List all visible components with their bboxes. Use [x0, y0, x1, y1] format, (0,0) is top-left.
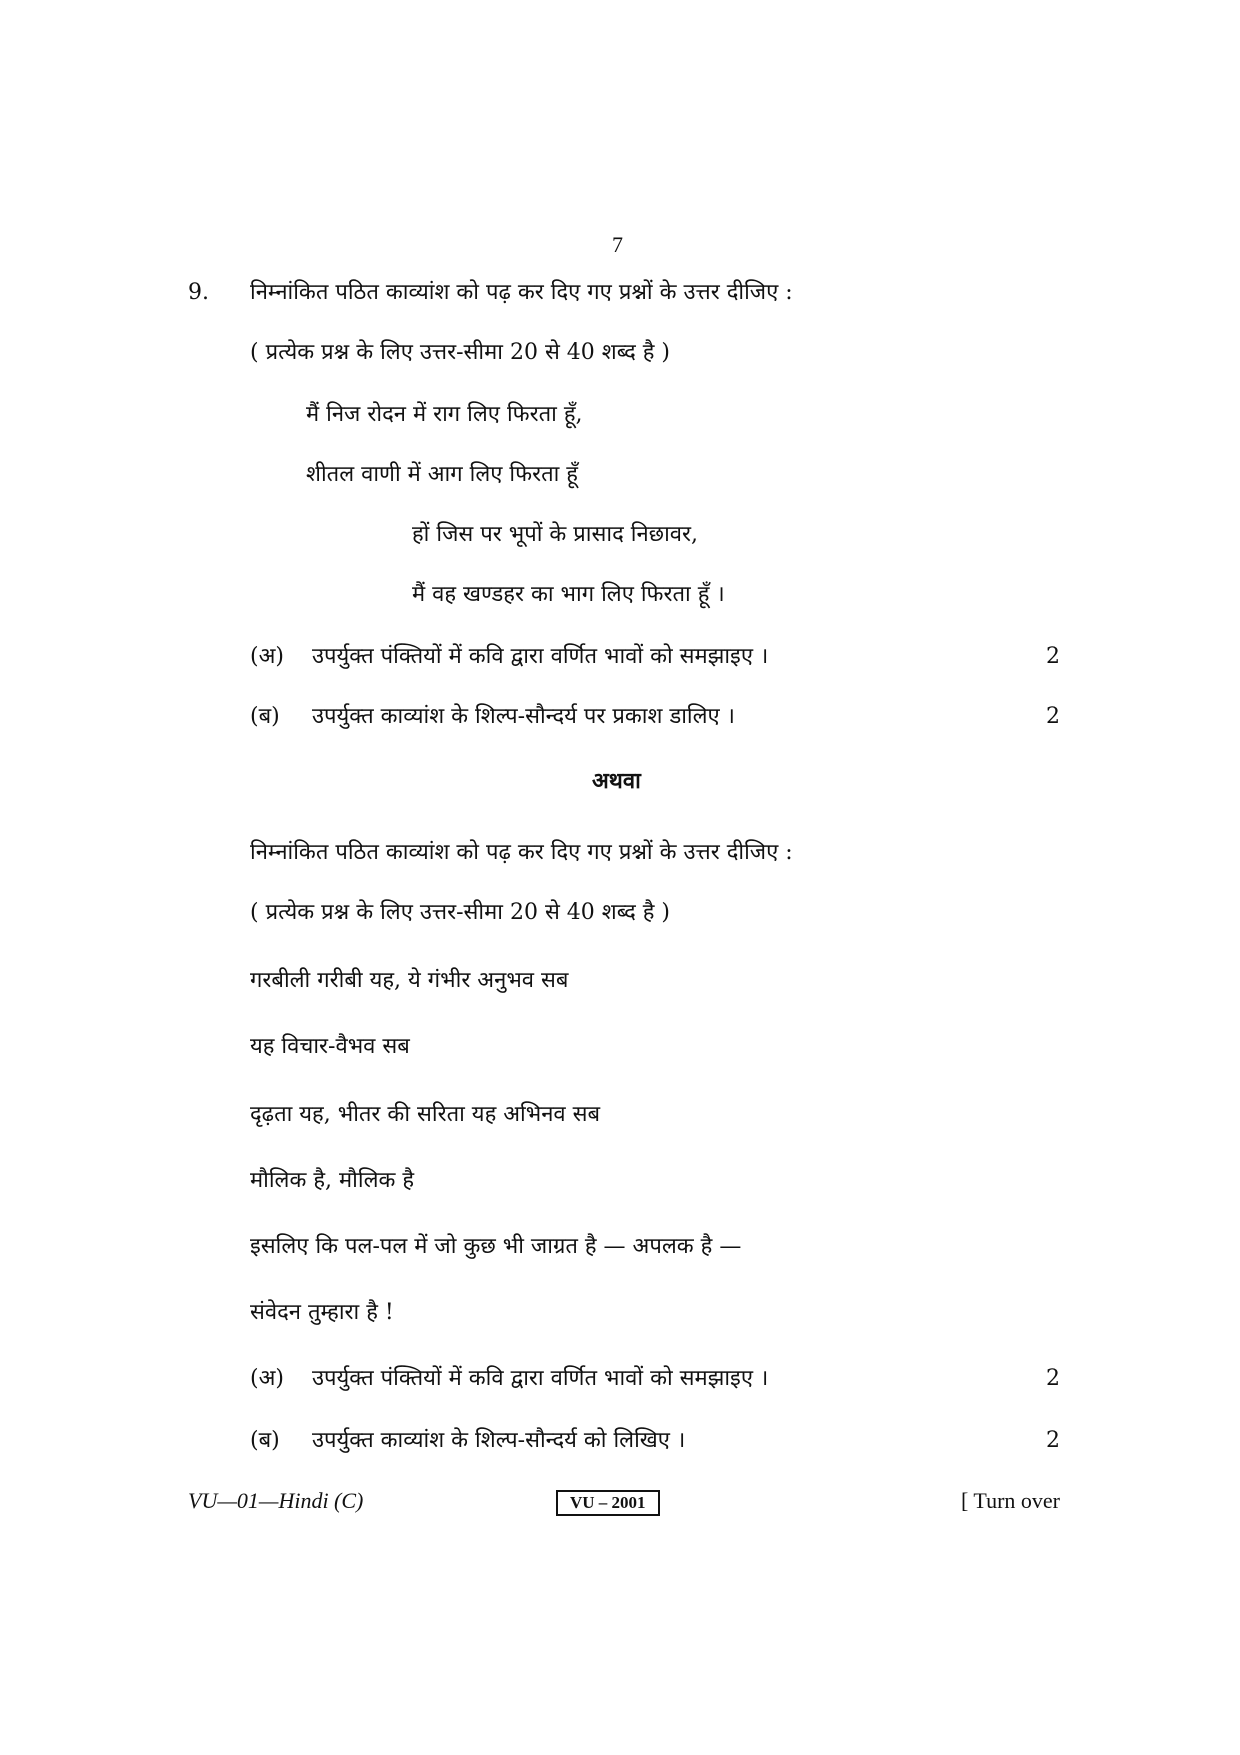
marks: 2: [1046, 704, 1060, 729]
alt-sub-question: [250, 1364, 768, 1394]
page-number: 7: [612, 232, 623, 257]
poem-line: शीतल वाणी में आग लिए फिरता हूँ: [306, 462, 578, 487]
question-instruction: निम्नांकित पठित काव्यांश को पढ़ कर दिए गए प्रश्नों के उत्तर दीजिए :: [250, 280, 793, 305]
sub-question-text: उपर्युक्त काव्यांश के शिल्प-सौन्दर्य को लिखिए ।: [312, 1428, 686, 1453]
word-limit-note: ( प्रत्येक प्रश्न के लिए उत्तर-सीमा 20 से 40 शब्द है ): [250, 340, 671, 365]
poem-line: हों जिस पर भूपों के प्रासाद निछावर,: [412, 522, 699, 547]
sub-question-text: उपर्युक्त पंक्तियों में कवि द्वारा वर्णित भावों को समझाइए ।: [312, 644, 769, 669]
alt-poem-line: इसलिए कि पल-पल में जो कुछ भी जाग्रत है — अपलक है —: [250, 1234, 742, 1259]
marks: 2: [1046, 1428, 1060, 1453]
alt-word-limit-note: ( प्रत्येक प्रश्न के लिए उत्तर-सीमा 20 से 40 शब्द है ): [250, 900, 671, 925]
alt-poem-line: गरबीली गरीबी यह, ये गंभीर अनुभव सब: [250, 968, 569, 993]
alt-instruction: निम्नांकित पठित काव्यांश को पढ़ कर दिए गए प्रश्नों के उत्तर दीजिए :: [250, 840, 793, 865]
footer-series-code: VU – 2001: [556, 1490, 660, 1516]
poem-line: मैं निज रोदन में राग लिए फिरता हूँ,: [306, 402, 583, 427]
alt-poem-line: दृढ़ता यह, भीतर की सरिता यह अभिनव सब: [250, 1102, 601, 1127]
or-heading: अथवा: [592, 768, 641, 794]
alt-poem-line: मौलिक है, मौलिक है: [250, 1168, 415, 1193]
marks: 2: [1046, 644, 1060, 669]
sub-question-label: (अ): [250, 1366, 284, 1391]
sub-question-label: (ब): [250, 704, 280, 729]
alt-poem-line: संवेदन तुम्हारा है !: [250, 1300, 394, 1325]
sub-question: [250, 702, 735, 732]
sub-question-label: (ब): [250, 1428, 280, 1453]
sub-question-label: (अ): [250, 644, 284, 669]
alt-poem-line: यह विचार-वैभव सब: [250, 1034, 410, 1059]
footer-paper-code: VU—01—Hindi (C): [188, 1488, 364, 1513]
alt-sub-question: [250, 1426, 685, 1456]
footer-turn-over: [ Turn over: [960, 1488, 1060, 1513]
sub-question: [250, 642, 768, 672]
question-number: 9.: [188, 280, 209, 305]
marks: 2: [1046, 1366, 1060, 1391]
poem-line: मैं वह खण्डहर का भाग लिए फिरता हूँ ।: [412, 582, 725, 607]
sub-question-text: उपर्युक्त पंक्तियों में कवि द्वारा वर्णित भावों को समझाइए ।: [312, 1366, 769, 1391]
sub-question-text: उपर्युक्त काव्यांश के शिल्प-सौन्दर्य पर प्रकाश डालिए ।: [312, 704, 736, 729]
